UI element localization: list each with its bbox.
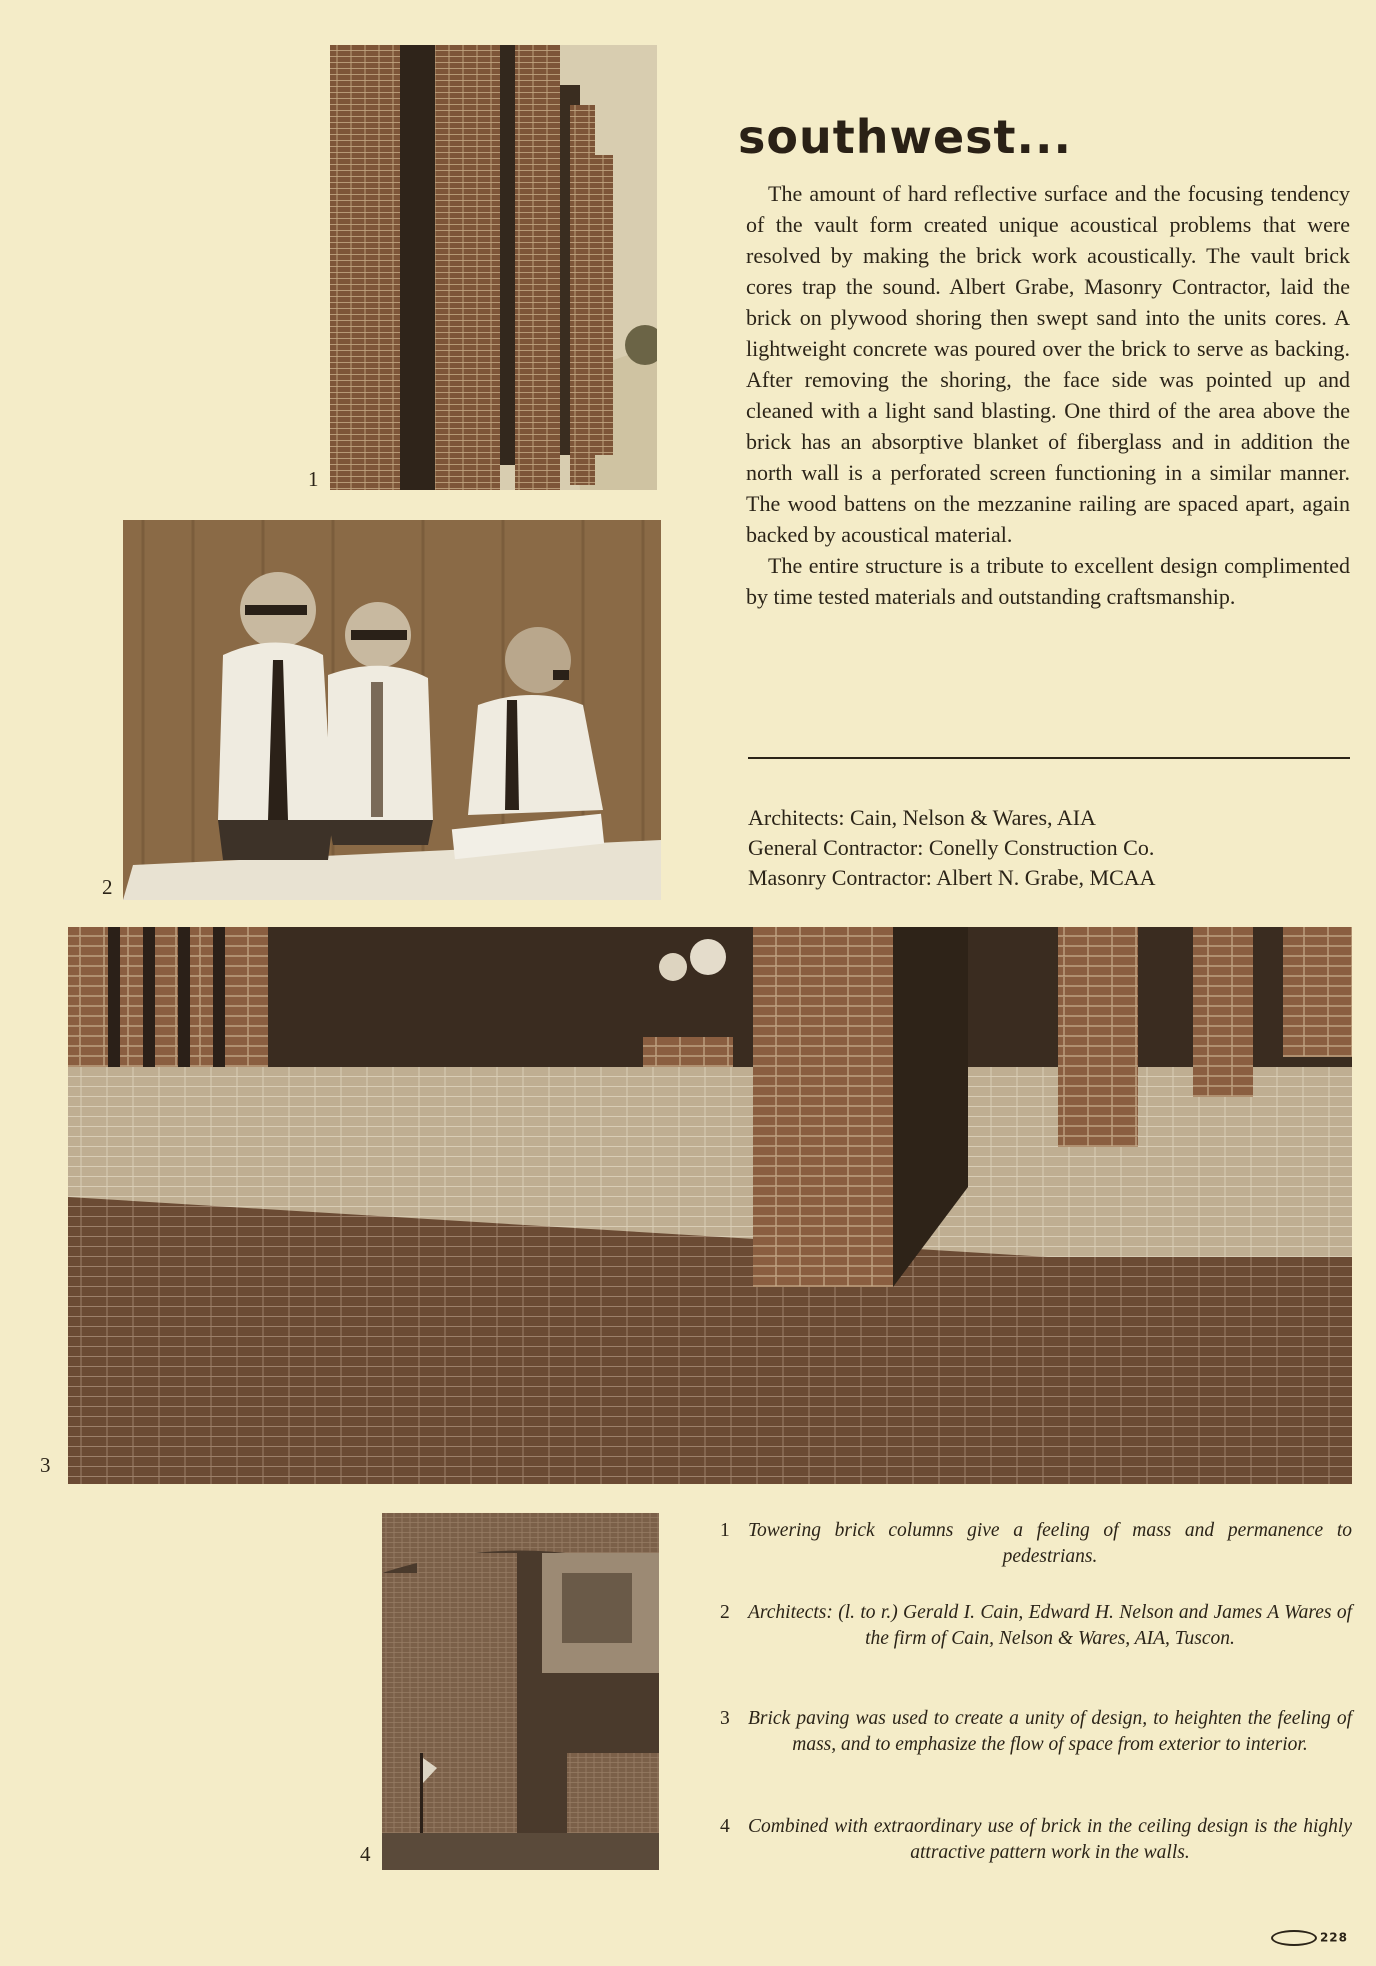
page-title: southwest... xyxy=(738,110,1072,164)
publisher-logo-icon xyxy=(1271,1930,1317,1946)
body-paragraph: The amount of hard reflective surface and the focusing tendency of the vault form created unique acoustical problems that were resolved by making the brick work acoustically. The vault brick cores trap the sound. Albert Grabe, Masonry Contractor, laid the brick on plywood shoring then swept sand into the units cores. A lightweight concrete was poured over the brick to serve as backing. After removing the shoring, the face side was pointed up and cleaned with a light sand blasting. One third of the area above the brick has an absorptive blanket of fiberglass and in addition the north wall is a perforated screen functioning in a similar manner. The wood battens on the mezzanine railing are spaced apart, again backed by acoustical material. xyxy=(746,181,1350,547)
caption-text: Towering brick columns give a feeling of mass and permanence to pedestrians. xyxy=(748,1520,1352,1567)
credit-architects: Architects: Cain, Nelson & Wares, AIA xyxy=(748,805,1096,830)
photo-2-architects xyxy=(123,520,661,900)
caption-text: Brick paving was used to create a unity of design, to heighten the feeling of mass, and to emphasize the flow of space from exterior to interior. xyxy=(748,1708,1352,1755)
photo-3-brick-paving xyxy=(68,927,1352,1484)
caption-number: 4 xyxy=(720,1816,730,1837)
page-footer xyxy=(1271,1930,1348,1946)
caption-number: 2 xyxy=(720,1602,730,1623)
section-divider xyxy=(748,757,1350,759)
page-number: 228 xyxy=(1319,1930,1348,1945)
photo-4-interior xyxy=(382,1513,659,1870)
caption-number: 1 xyxy=(720,1520,730,1541)
caption-number: 3 xyxy=(720,1708,730,1729)
caption-4 xyxy=(712,1814,1352,1866)
body-paragraph: The entire structure is a tribute to excellent design complimented by time tested materials and outstanding craftsmanship. xyxy=(746,553,1350,609)
figure-number-3: 3 xyxy=(40,1453,51,1477)
caption-3 xyxy=(712,1706,1352,1758)
caption-2 xyxy=(712,1600,1352,1652)
caption-text: Architects: (l. to r.) Gerald I. Cain, Edward H. Nelson and James A Wares of the firm of Cain, Nelson & Wares, AIA, Tuscon. xyxy=(748,1602,1352,1649)
credit-masonry-contractor: Masonry Contractor: Albert N. Grabe, MCAA xyxy=(748,865,1156,890)
figure-number-4: 4 xyxy=(360,1842,371,1866)
photo-1-brick-columns xyxy=(330,45,657,490)
credit-general-contractor: General Contractor: Conelly Construction Co. xyxy=(748,835,1155,860)
article-body xyxy=(746,178,1350,612)
figure-number-1: 1 xyxy=(308,467,319,491)
caption-1 xyxy=(712,1518,1352,1570)
caption-text: Combined with extraordinary use of brick in the ceiling design is the highly attractive pattern work in the walls. xyxy=(748,1816,1352,1863)
credits-block xyxy=(748,803,1156,893)
figure-number-2: 2 xyxy=(102,875,113,899)
